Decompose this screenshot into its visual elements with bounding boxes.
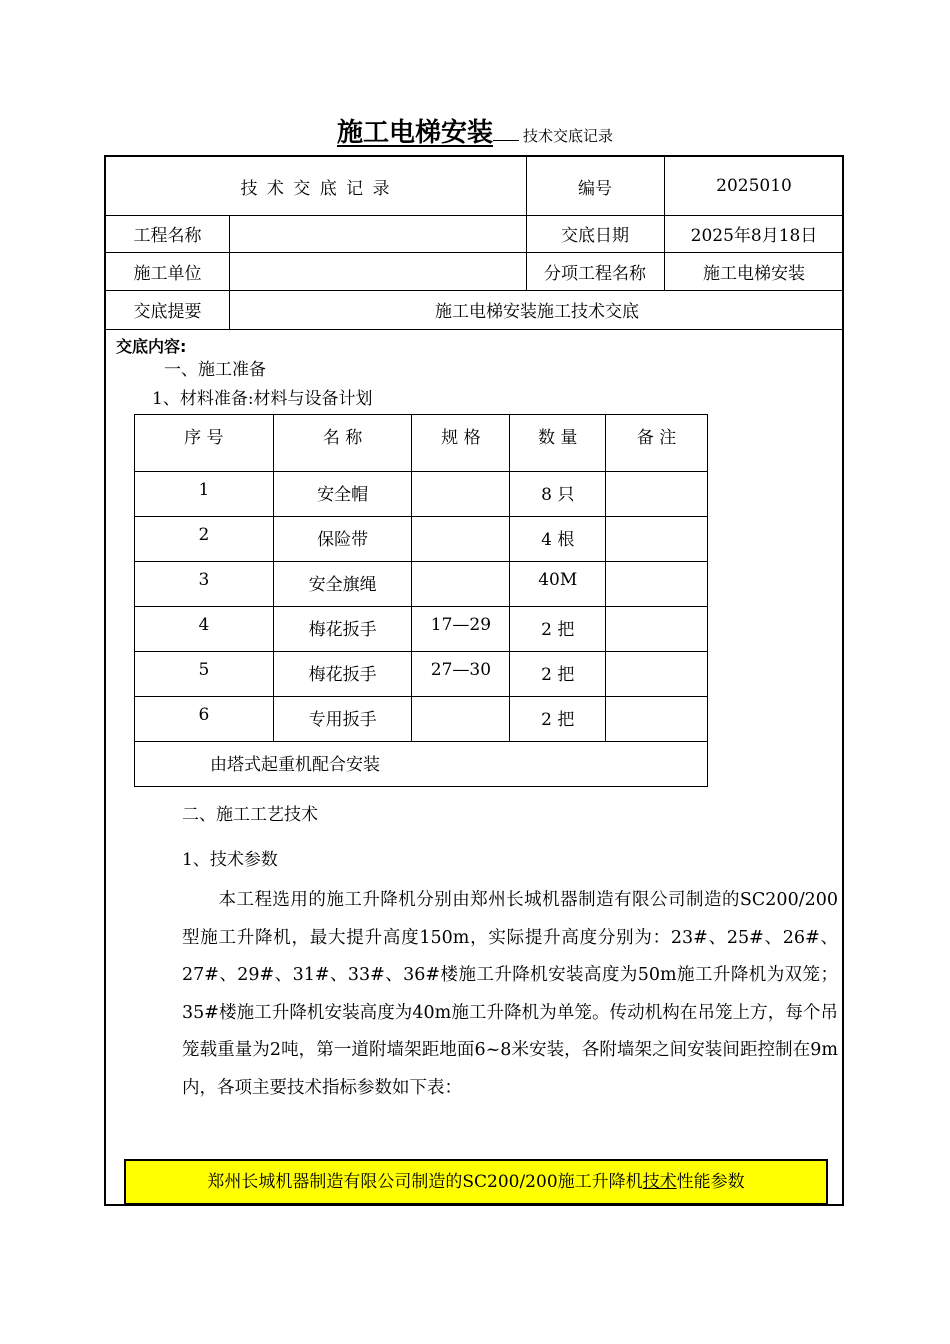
subsection-heading: 1、材料准备:材料与设备计划 <box>152 389 373 409</box>
paragraph-text: 本工程选用的施工升降机分别由郑州长城机器制造有限公司制造的SC200/200型施工升降机，最大提升高度150m，实际提升高度分别为：23#、25#、26#、27#、29#、31#、33#、36#楼施工升降机安装高度为50m施工升降机为双笼；35#楼施工升降机安装高度为40m施工升降机为单笼。传动机构在吊笼上方，每个吊笼载重量为2吨，第一道附墙架距地面6~8米安装，各附墙架之间安装间距控制在9m内，各项主要技术指标参数如下表： <box>182 890 838 1098</box>
technical-paragraph <box>182 882 838 1107</box>
highlighted-table-title <box>124 1159 828 1205</box>
record-label: 技 术 交 底 记 录 <box>240 178 392 199</box>
materials-table <box>134 414 708 787</box>
table-cell: 27—30 <box>412 652 510 697</box>
table-header-cell: 序 号 <box>135 415 274 472</box>
table-cell <box>412 562 510 607</box>
table-cell: 6 <box>135 697 274 742</box>
table-cell: 17—29 <box>412 607 510 652</box>
table-row <box>135 607 708 652</box>
summary-label: 交底提要 <box>133 302 202 322</box>
highlight-suffix-text: 性能参数 <box>676 1172 745 1192</box>
table-cell <box>606 697 708 742</box>
table-cell <box>412 517 510 562</box>
title-underline <box>493 139 519 141</box>
content-label: 交底内容: <box>116 337 187 356</box>
table-cell: 4 <box>135 607 274 652</box>
number-value: 2025010 <box>716 176 792 196</box>
table-cell: 安全旗绳 <box>273 562 412 607</box>
table-cell <box>606 517 708 562</box>
section-heading: 二、施工工艺技术 <box>182 805 318 825</box>
table-cell: 3 <box>135 562 274 607</box>
table-cell: 专用扳手 <box>273 697 412 742</box>
table-cell <box>606 652 708 697</box>
project-name-label: 工程名称 <box>133 226 202 246</box>
table-row <box>135 472 708 517</box>
highlight-text: 郑州长城机器制造有限公司制造的SC200/200施工升降机 <box>207 1172 643 1192</box>
table-row <box>135 697 708 742</box>
title-sub: 技术交底记录 <box>523 127 614 145</box>
table-header-cell: 规 格 <box>412 415 510 472</box>
table-cell: 40M <box>510 562 606 607</box>
table-cell <box>606 472 708 517</box>
table-cell: 2 把 <box>510 652 606 697</box>
table-cell: 安全帽 <box>273 472 412 517</box>
table-header-row <box>135 415 708 472</box>
number-label: 编号 <box>578 178 612 199</box>
record-form <box>104 155 844 1206</box>
highlight-underlined-text: 技术 <box>642 1172 677 1192</box>
table-note: 由塔式起重机配合安装 <box>135 742 708 787</box>
table-cell <box>412 697 510 742</box>
table-note-row <box>135 742 708 787</box>
table-cell: 梅花扳手 <box>273 607 412 652</box>
subsection-heading: 1、技术参数 <box>182 850 278 870</box>
table-cell: 4 根 <box>510 517 606 562</box>
unit-label: 施工单位 <box>133 263 202 284</box>
title-main: 施工电梯安装 <box>336 118 493 148</box>
table-header-cell: 数 量 <box>510 415 606 472</box>
table-cell: 8 只 <box>510 472 606 517</box>
summary-value: 施工电梯安装施工技术交底 <box>435 302 639 322</box>
table-cell: 2 把 <box>510 697 606 742</box>
table-cell: 1 <box>135 472 274 517</box>
table-cell <box>606 562 708 607</box>
date-label: 交底日期 <box>561 226 629 246</box>
row-divider <box>106 329 842 330</box>
subitem-label: 分项工程名称 <box>544 263 646 284</box>
table-header-cell: 名 称 <box>273 415 412 472</box>
unit-value <box>230 252 526 290</box>
table-row <box>135 562 708 607</box>
table-cell: 保险带 <box>273 517 412 562</box>
table-header-cell: 备 注 <box>606 415 708 472</box>
section-heading: 一、施工准备 <box>164 360 266 380</box>
table-row <box>135 517 708 562</box>
table-row <box>135 652 708 697</box>
table-cell: 梅花扳手 <box>273 652 412 697</box>
subitem-value: 施工电梯安装 <box>703 263 805 284</box>
date-value: 2025年8月18日 <box>690 226 818 246</box>
table-cell <box>412 472 510 517</box>
project-name-value <box>230 215 526 252</box>
table-cell <box>606 607 708 652</box>
table-cell: 2 <box>135 517 274 562</box>
table-cell: 2 把 <box>510 607 606 652</box>
document-title <box>0 112 950 149</box>
table-cell: 5 <box>135 652 274 697</box>
